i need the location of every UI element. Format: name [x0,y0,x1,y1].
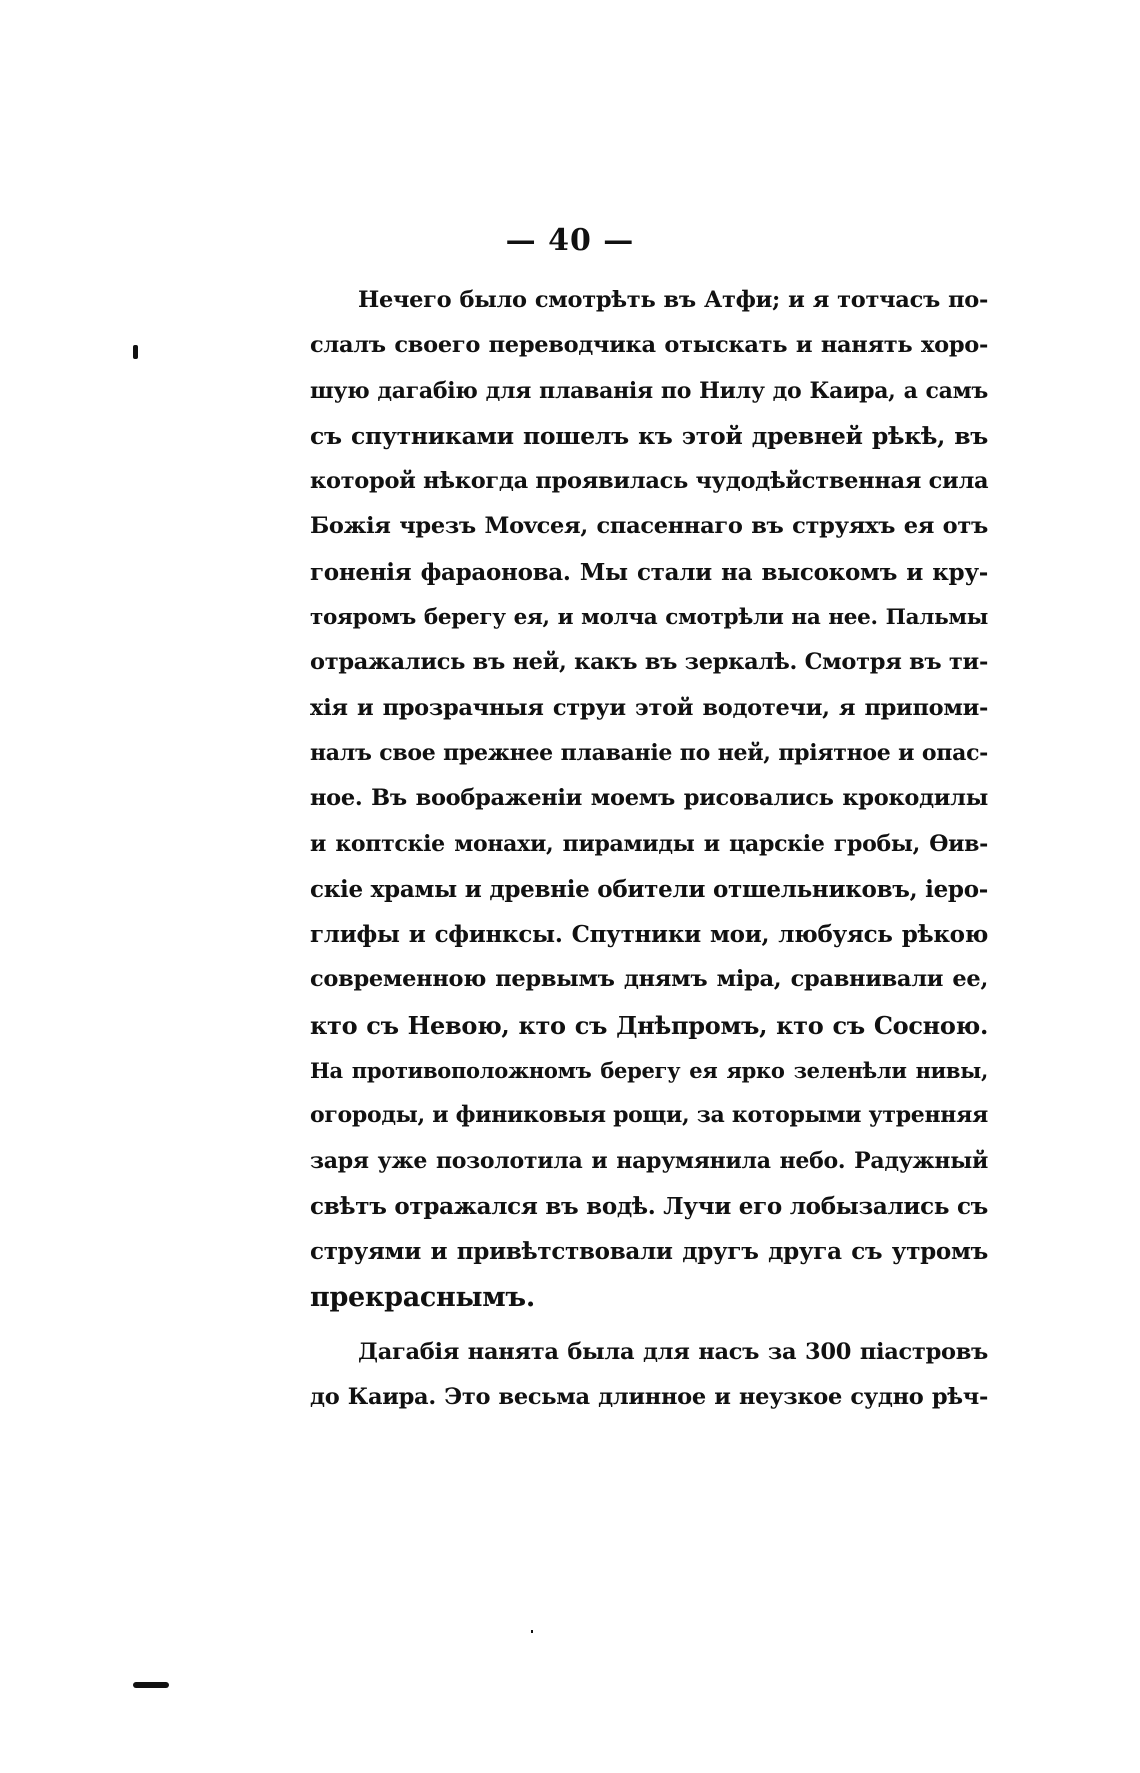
text-line: современною первымъ днямъ міра, сравнивали ее, [310,966,988,993]
body-text [310,278,988,1420]
text-line: гоненія фараонова. Мы стали на высокомъ и кру- [310,558,988,586]
text-line: и коптскіе монахи, пирамиды и царскіе гробы, Өив- [310,830,988,857]
text-line: скіе храмы и древніе обители отшельниковъ, іеро- [310,875,988,903]
text-line: до Каира. Это весьма длинное и неузкое судно рѣч- [310,1384,988,1411]
ink-speck [133,345,138,359]
text-line: тояромъ берегу ея, и молча смотрѣли на нее. Пальмы [310,605,988,631]
text-line: свѣтъ отражался въ водѣ. Лучи его лобызались съ [310,1192,988,1220]
text-line: ное. Въ воображеніи моемъ рисовались крокодилы [310,785,988,812]
text-line: шую дагабію для плаванія по Нилу до Каира, а самъ [310,377,988,404]
text-line: На противоположномъ берегу ея ярко зеленѣли нивы, [310,1058,988,1084]
text-line: кто съ Невою, кто съ Днѣпромъ, кто съ Сосною. [310,1010,988,1040]
text-line: прекраснымъ. [310,1281,535,1313]
text-line: слалъ своего переводчика отыскать и нанять хоро- [310,332,988,359]
text-line: огороды, и финиковыя рощи, за которыми утренняя [310,1102,988,1129]
text-line: Божія чрезъ Моvсея, спасеннаго въ струяхъ ея отъ [310,513,988,540]
page-number: — 40 — [505,223,635,258]
text-line: которой нѣкогда проявилась чудодѣйственная сила [310,468,989,495]
text-line: Дагабія нанята была для насъ за 300 піастровъ [358,1338,988,1365]
text-line: хія и прозрачныя струи этой водотечи, я припоми- [310,694,988,721]
text-line: Нечего было смотрѣть въ Атфи; и я тотчасъ по- [358,287,988,313]
text-line: струями и привѣтствовали другъ друга съ утромъ [310,1238,988,1266]
ink-speck [133,1682,169,1688]
paragraph-2 [310,1330,988,1421]
text-line: заря уже позолотила и нарумянила небо. Радужный [310,1147,988,1174]
text-line: отражались въ ней, какъ въ зеркалѣ. Смотря въ ти- [310,649,988,676]
text-line: съ спутниками пошелъ къ этой древней рѣкѣ, въ [310,421,988,450]
paragraph-1 [310,278,988,1320]
text-line: глифы и сфинксы. Спутники мои, любуясь рѣкою [310,921,988,949]
ink-speck [531,1630,533,1633]
text-line: налъ свое прежнее плаваніе по ней, пріятное и опас- [310,739,988,766]
